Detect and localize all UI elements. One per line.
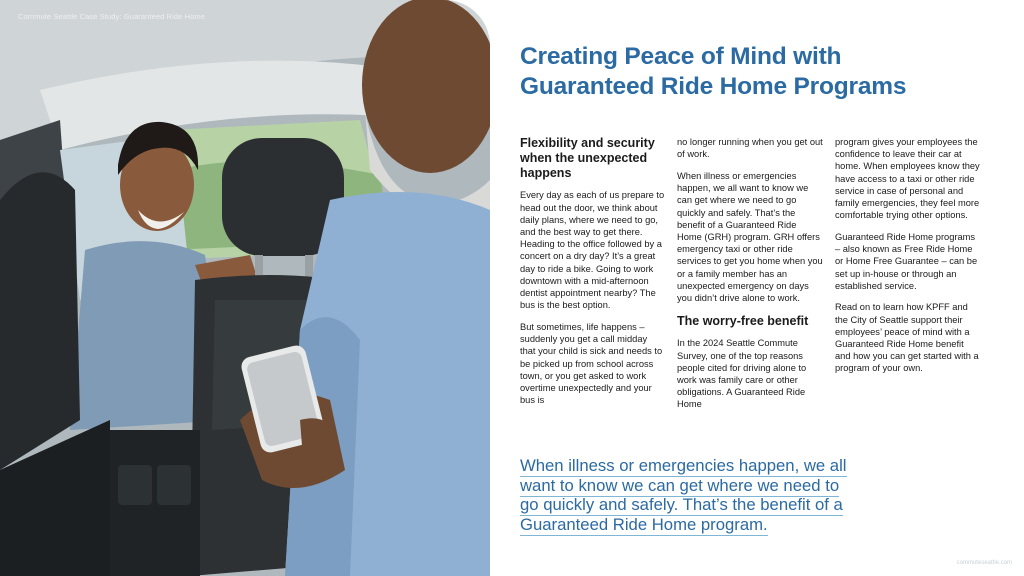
hero-photo <box>0 0 490 576</box>
footer-note: commuteseattle.com <box>956 560 1012 566</box>
page-title-line-2: Guaranteed Ride Home Programs <box>520 73 907 100</box>
rideshare-illustration <box>0 0 490 576</box>
paragraph: When illness or emergencies happen, we all want to know we can get where we need to go quickly and safely. That’s the benefit of a Guaranteed Ride Home (GRH) program. GRH offers emergency taxi or other ride services to get you home when you or a family member has an unexpected emergency on days you didn’t drive alone to work. <box>677 170 823 303</box>
section-heading-worry-free: The worry-free benefit <box>677 313 809 328</box>
page-title <box>520 42 1000 102</box>
paragraph: But sometimes, life happens – suddenly you get a call midday that your child is sick and needs to be picked up from school across town, or you get asked to work overtime unexpectedly and your bus is <box>520 321 663 406</box>
paragraph: Every day as each of us prepare to head out the door, we think about daily plans, where we need to go, and the best way to get there. Heading to the office followed by a concert on a dry day? It’s a great day to ride a bike. Going to work downtown with a mid-afternoon dentist appointment nearby? The bus is the best option. <box>520 190 665 311</box>
paragraph: In the 2024 Seattle Commute Survey, one of the top reasons people cited for driving alone to work was family care or other obligations. A Guaranteed Ride Home <box>677 338 807 410</box>
pull-quote-line-4: Guaranteed Ride Home program. <box>520 514 768 534</box>
text-column-2 <box>677 136 823 420</box>
text-column-1 <box>520 136 665 416</box>
document-header-tag: Commute Seattle Case Study: Guaranteed Ride Home <box>18 12 205 21</box>
page-title-line-1: Creating Peace of Mind with <box>520 43 842 70</box>
pull-quote <box>520 456 882 534</box>
paragraph: Guaranteed Ride Home programs – also known as Free Ride Home or Home Free Guarantee – can be set up in-house or through an established service. <box>835 231 978 291</box>
paragraph: no longer running when you get out of work. <box>677 137 823 160</box>
pull-quote-line-3: go quickly and safely. That’s the benefit of a <box>520 495 843 515</box>
pull-quote-line-2: want to know we can get where we need to <box>520 475 840 495</box>
paragraph: Read on to learn how KPFF and the City of Seattle support their employees’ peace of mind with a Guaranteed Ride Home benefit and how you can get started with a program of your own. <box>835 302 979 374</box>
section-heading-flexibility: Flexibility and security when the unexpected happens <box>520 136 655 180</box>
pull-quote-line-1: When illness or emergencies happen, we all <box>520 456 847 475</box>
paragraph: program gives your employees the confidence to leave their car at home. When employees know they have access to a taxi or other ride service in case of personal and family emergencies, they feel more comfortable trying other options. <box>835 137 980 221</box>
text-column-3 <box>835 136 981 384</box>
